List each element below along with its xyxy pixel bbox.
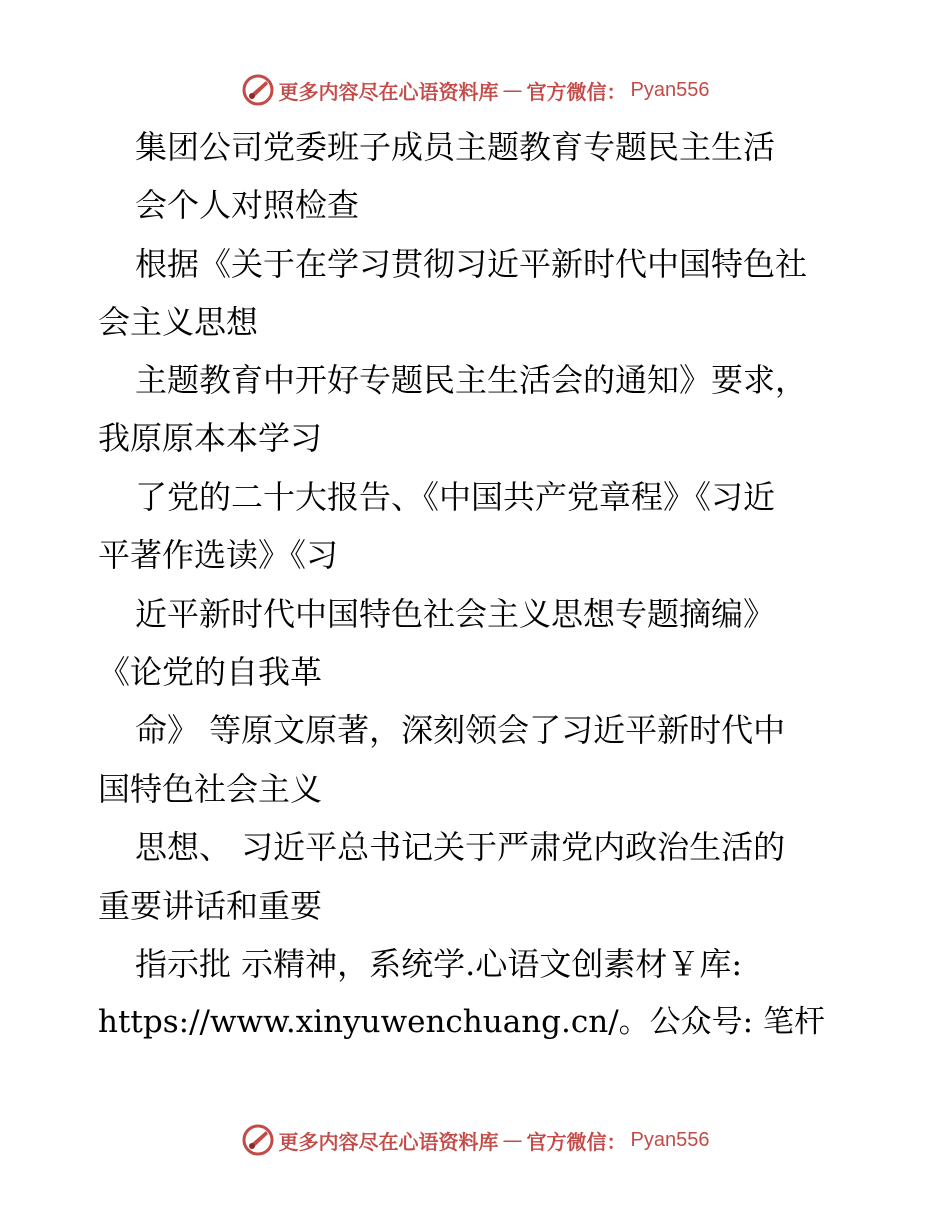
doc-line-url: https://www.xinyuwenchuang.cn/。公众号: 笔杆 [98,1004,825,1040]
header-site-name: 更多内容尽在心语资料库 [278,79,499,104]
header-wechat-label: 官方微信： [526,79,627,104]
doc-line: 平著作选读》《习 [98,536,339,574]
doc-line: 思想、 习近平总书记关于严肃党内政治生活的 [135,828,786,866]
doc-line: 重要讲话和重要 [98,887,323,925]
doc-line: 会主义思想 [98,303,259,341]
header-dash: — [502,78,523,102]
doc-line: 了党的二十大报告、《中国共产党章程》《习近 [135,478,776,516]
footer-wechat-id: Pyan556 [630,1128,710,1151]
doc-line: 《论党的自我革 [98,653,323,691]
footer-dash: — [502,1128,523,1152]
doc-line: 国特色社会主义 [98,770,323,808]
footer-site-name: 更多内容尽在心语资料库 [278,1129,499,1154]
logo-icon [241,1123,275,1157]
doc-title-line-1: 集团公司党委班子成员主题教育专题民主生活 [135,128,776,166]
doc-line: 命》 等原文原著，深刻领会了习近平新时代中 [135,711,786,749]
doc-line: 我原原本本学习 [98,419,323,457]
doc-title-line-2: 会个人对照检查 [135,186,360,224]
doc-line: 指示批 示精神，系统学.心语文创素材￥库: [135,945,743,983]
doc-line: 近平新时代中国特色社会主义思想专题摘编》 [135,595,776,633]
doc-line: 主题教育中开好专题民主生活会的通知》要求， [135,361,808,399]
footer-banner [0,1120,950,1160]
doc-line: 根据《关于在学习贯彻习近平新时代中国特色社 [135,245,808,283]
header-wechat-id: Pyan556 [630,78,710,101]
footer-wechat-label: 官方微信： [526,1129,627,1154]
